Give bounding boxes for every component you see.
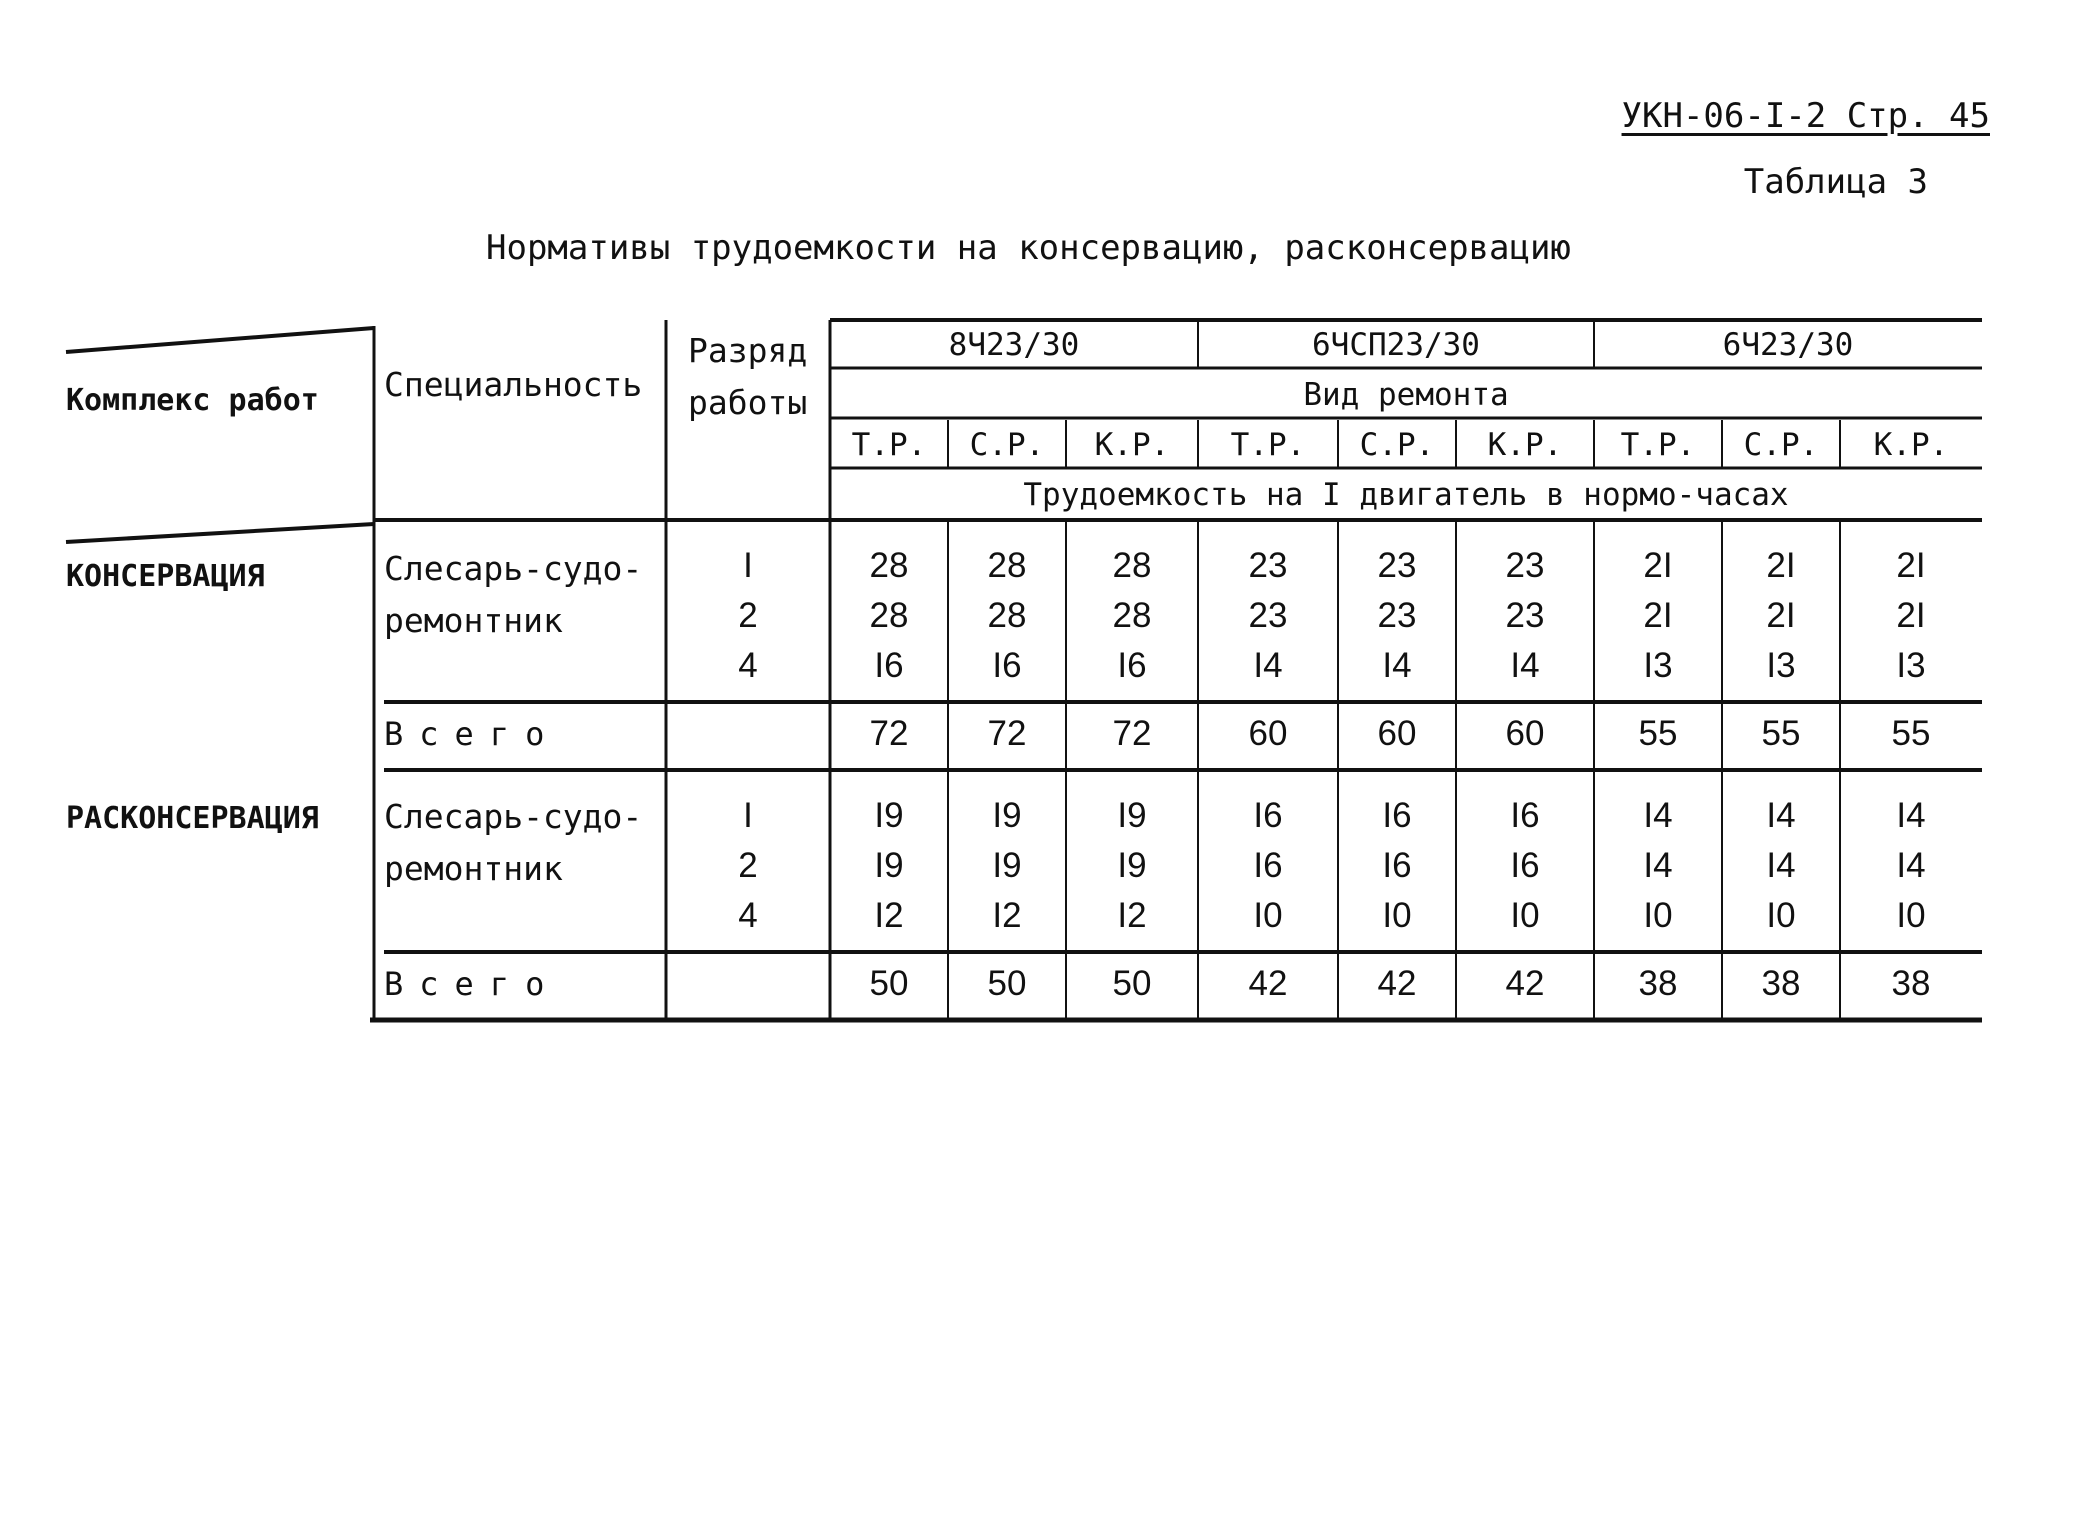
value-cell: I6 xyxy=(1510,796,1540,835)
value-cell: I0 xyxy=(1766,896,1796,935)
value-cell: 28 xyxy=(1112,596,1152,635)
total-cell: 60 xyxy=(1377,714,1417,753)
value-cell: I4 xyxy=(1382,646,1412,685)
value-cell: 28 xyxy=(869,546,909,585)
labor-note-header: Трудоемкость на I двигатель в нормо-часах xyxy=(1023,477,1789,513)
value-cell: I0 xyxy=(1896,896,1926,935)
value-cell: I0 xyxy=(1510,896,1540,935)
grade-cell: 2 xyxy=(738,846,758,885)
header-grade-line2: работы xyxy=(688,383,808,422)
value-cell: I4 xyxy=(1896,796,1926,835)
total-cell: 60 xyxy=(1248,714,1288,753)
total-cell: 38 xyxy=(1761,964,1801,1003)
value-cell: I4 xyxy=(1510,646,1540,685)
value-cell: I9 xyxy=(874,846,904,885)
repair-kind-header: К.Р. xyxy=(1487,427,1563,463)
value-cell: 2I xyxy=(1643,596,1673,635)
value-cell: I3 xyxy=(1766,646,1796,685)
value-cell: 28 xyxy=(987,546,1027,585)
value-cell: I6 xyxy=(1253,796,1283,835)
value-cell: 23 xyxy=(1377,596,1417,635)
header-work-complex: Комплекс работ xyxy=(66,383,319,418)
value-cell: 23 xyxy=(1248,596,1288,635)
total-cell: 72 xyxy=(987,714,1027,753)
specialty-line2: ремонтник xyxy=(384,849,563,888)
value-cell: I4 xyxy=(1896,846,1926,885)
grade-cell: 2 xyxy=(738,596,758,635)
value-cell: 23 xyxy=(1505,596,1545,635)
value-cell: 2I xyxy=(1896,596,1926,635)
value-cell: 2I xyxy=(1896,546,1926,585)
engine-header-1: 8Ч23/30 xyxy=(948,327,1080,363)
grade-cell: 4 xyxy=(738,896,758,935)
value-cell: 28 xyxy=(1112,546,1152,585)
specialty-line1: Слесарь-судо- xyxy=(384,549,643,588)
total-cell: 72 xyxy=(1112,714,1152,753)
value-cell: I6 xyxy=(1253,846,1283,885)
value-cell: I9 xyxy=(874,796,904,835)
header-grade-line1: Разряд xyxy=(688,331,808,370)
value-cell: I4 xyxy=(1643,846,1673,885)
value-cell: 28 xyxy=(869,596,909,635)
repair-kind-header: Т.Р. xyxy=(851,427,927,463)
total-cell: 55 xyxy=(1891,714,1931,753)
value-cell: I0 xyxy=(1643,896,1673,935)
grade-cell: 4 xyxy=(738,646,758,685)
value-cell: I6 xyxy=(1382,846,1412,885)
section-name: РАСКОНСЕРВАЦИЯ xyxy=(66,801,319,836)
value-cell: I4 xyxy=(1643,796,1673,835)
total-cell: 50 xyxy=(987,964,1027,1003)
value-cell: I6 xyxy=(1117,646,1147,685)
value-cell: 23 xyxy=(1248,546,1288,585)
value-cell: 2I xyxy=(1766,546,1796,585)
value-cell: I2 xyxy=(1117,896,1147,935)
total-cell: 60 xyxy=(1505,714,1545,753)
value-cell: I9 xyxy=(1117,846,1147,885)
table-number: Таблица 3 xyxy=(1743,162,1928,202)
engine-header-3: 6Ч23/30 xyxy=(1722,327,1854,363)
value-cell: I6 xyxy=(1382,796,1412,835)
value-cell: I4 xyxy=(1766,796,1796,835)
total-cell: 42 xyxy=(1377,964,1417,1003)
value-cell: 2I xyxy=(1766,596,1796,635)
value-cell: 2I xyxy=(1643,546,1673,585)
engine-header-2: 6ЧСП23/30 xyxy=(1312,327,1480,363)
value-cell: I9 xyxy=(992,796,1022,835)
repair-kind-header: Т.Р. xyxy=(1230,427,1306,463)
total-cell: 55 xyxy=(1761,714,1801,753)
value-cell: I3 xyxy=(1643,646,1673,685)
table-title: Нормативы трудоемкости на консервацию, расконсервацию xyxy=(486,228,1571,268)
repair-kind-header: К.Р. xyxy=(1094,427,1170,463)
value-cell: I2 xyxy=(874,896,904,935)
section-name: КОНСЕРВАЦИЯ xyxy=(66,559,265,594)
total-cell: 42 xyxy=(1505,964,1545,1003)
specialty-line2: ремонтник xyxy=(384,601,563,640)
total-label: Всего xyxy=(384,715,561,753)
grade-cell: I xyxy=(743,546,753,585)
grade-cell: I xyxy=(743,796,753,835)
value-cell: I4 xyxy=(1253,646,1283,685)
total-cell: 42 xyxy=(1248,964,1288,1003)
document-code: УКН-06-I-2 Стр. 45 xyxy=(1621,96,1990,136)
total-cell: 38 xyxy=(1638,964,1678,1003)
repair-kind-header: С.Р. xyxy=(1743,427,1819,463)
value-cell: 28 xyxy=(987,596,1027,635)
value-cell: I9 xyxy=(1117,796,1147,835)
value-cell: I6 xyxy=(992,646,1022,685)
total-cell: 50 xyxy=(1112,964,1152,1003)
total-cell: 55 xyxy=(1638,714,1678,753)
repair-kind-header: С.Р. xyxy=(1359,427,1435,463)
repair-kind-header: Т.Р. xyxy=(1620,427,1696,463)
total-cell: 50 xyxy=(869,964,909,1003)
value-cell: 23 xyxy=(1505,546,1545,585)
value-cell: I3 xyxy=(1896,646,1926,685)
value-cell: I0 xyxy=(1382,896,1412,935)
total-cell: 72 xyxy=(869,714,909,753)
repair-type-header: Вид ремонта xyxy=(1303,377,1509,413)
specialty-line1: Слесарь-судо- xyxy=(384,797,643,836)
repair-kind-header: С.Р. xyxy=(969,427,1045,463)
value-cell: I4 xyxy=(1766,846,1796,885)
value-cell: 23 xyxy=(1377,546,1417,585)
repair-kind-header: К.Р. xyxy=(1873,427,1949,463)
value-cell: I6 xyxy=(874,646,904,685)
value-cell: I6 xyxy=(1510,846,1540,885)
total-cell: 38 xyxy=(1891,964,1931,1003)
value-cell: I0 xyxy=(1253,896,1283,935)
header-specialty: Специальность xyxy=(384,365,643,404)
value-cell: I9 xyxy=(992,846,1022,885)
value-cell: I2 xyxy=(992,896,1022,935)
total-label: Всего xyxy=(384,965,561,1003)
